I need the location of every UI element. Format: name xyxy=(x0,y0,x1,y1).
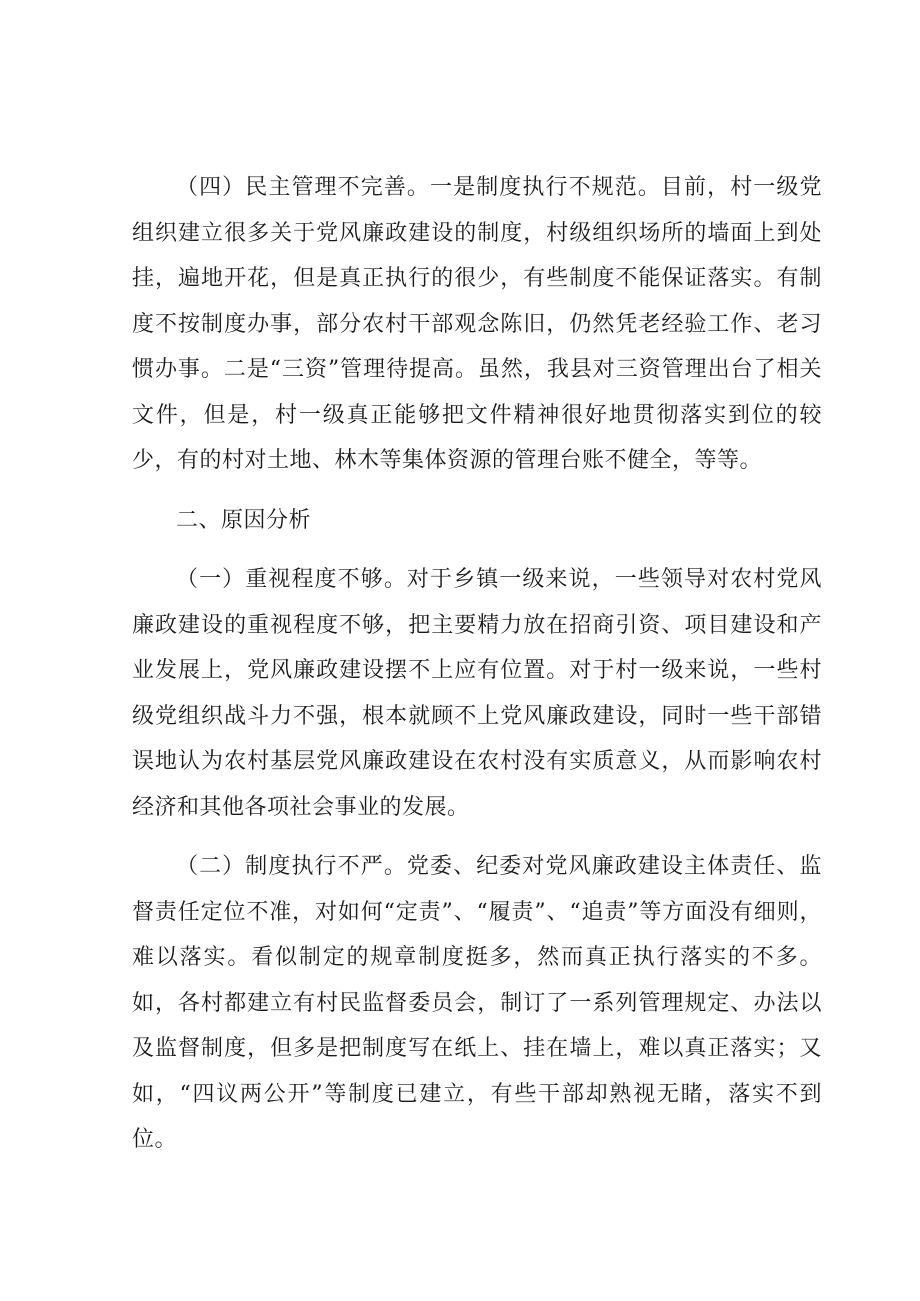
document-body xyxy=(132,165,822,1163)
paragraph-lax-enforcement: （二）制度执行不严。党委、纪委对党风廉政建设主体责任、监督责任定位不准，对如何“定责”、“履责”、“追责”等方面没有细则，难以落实。看似制定的规章制度挺多，然而真正执行落实的不多。如，各村都建立有村民监督委员会，制订了一系列管理规定、办法以及监督制度，但多是把制度写在纸上、挂在墙上，难以真正落实；又如，“四议两公开”等制度已建立，有些干部却熟视无睹，落实不到位。 xyxy=(132,854,822,1152)
paragraph-insufficient-attention: （一）重视程度不够。对于乡镇一级来说，一些领导对农村党风廉政建设的重视程度不够，把主要精力放在招商引资、项目建设和产业发展上，党风廉政建设摆不上应有位置。对于村一级来说，一些村级党组织战斗力不强，根本就顾不上党风廉政建设，同时一些干部错误地认为农村基层党风廉政建设在农村没有实质意义，从而影响农村经济和其他各项社会事业的发展。 xyxy=(132,567,822,820)
paragraph-democratic-management: （四）民主管理不完善。一是制度执行不规范。目前，村一级党组织建立很多关于党风廉政建设的制度，村级组织场所的墙面上到处挂，遍地开花，但是真正执行的很少，有些制度不能保证落实。有制度不按制度办事，部分农村干部观念陈旧，仍然凭老经验工作、老习惯办事。二是“三资”管理待提高。虽然，我县对三资管理出台了相关文件，但是，村一级真正能够把文件精神很好地贯彻落实到位的较少，有的村对土地、林木等集体资源的管理台账不健全，等等。 xyxy=(132,175,822,473)
section-heading-cause-analysis: 二、原因分析 xyxy=(176,507,312,533)
